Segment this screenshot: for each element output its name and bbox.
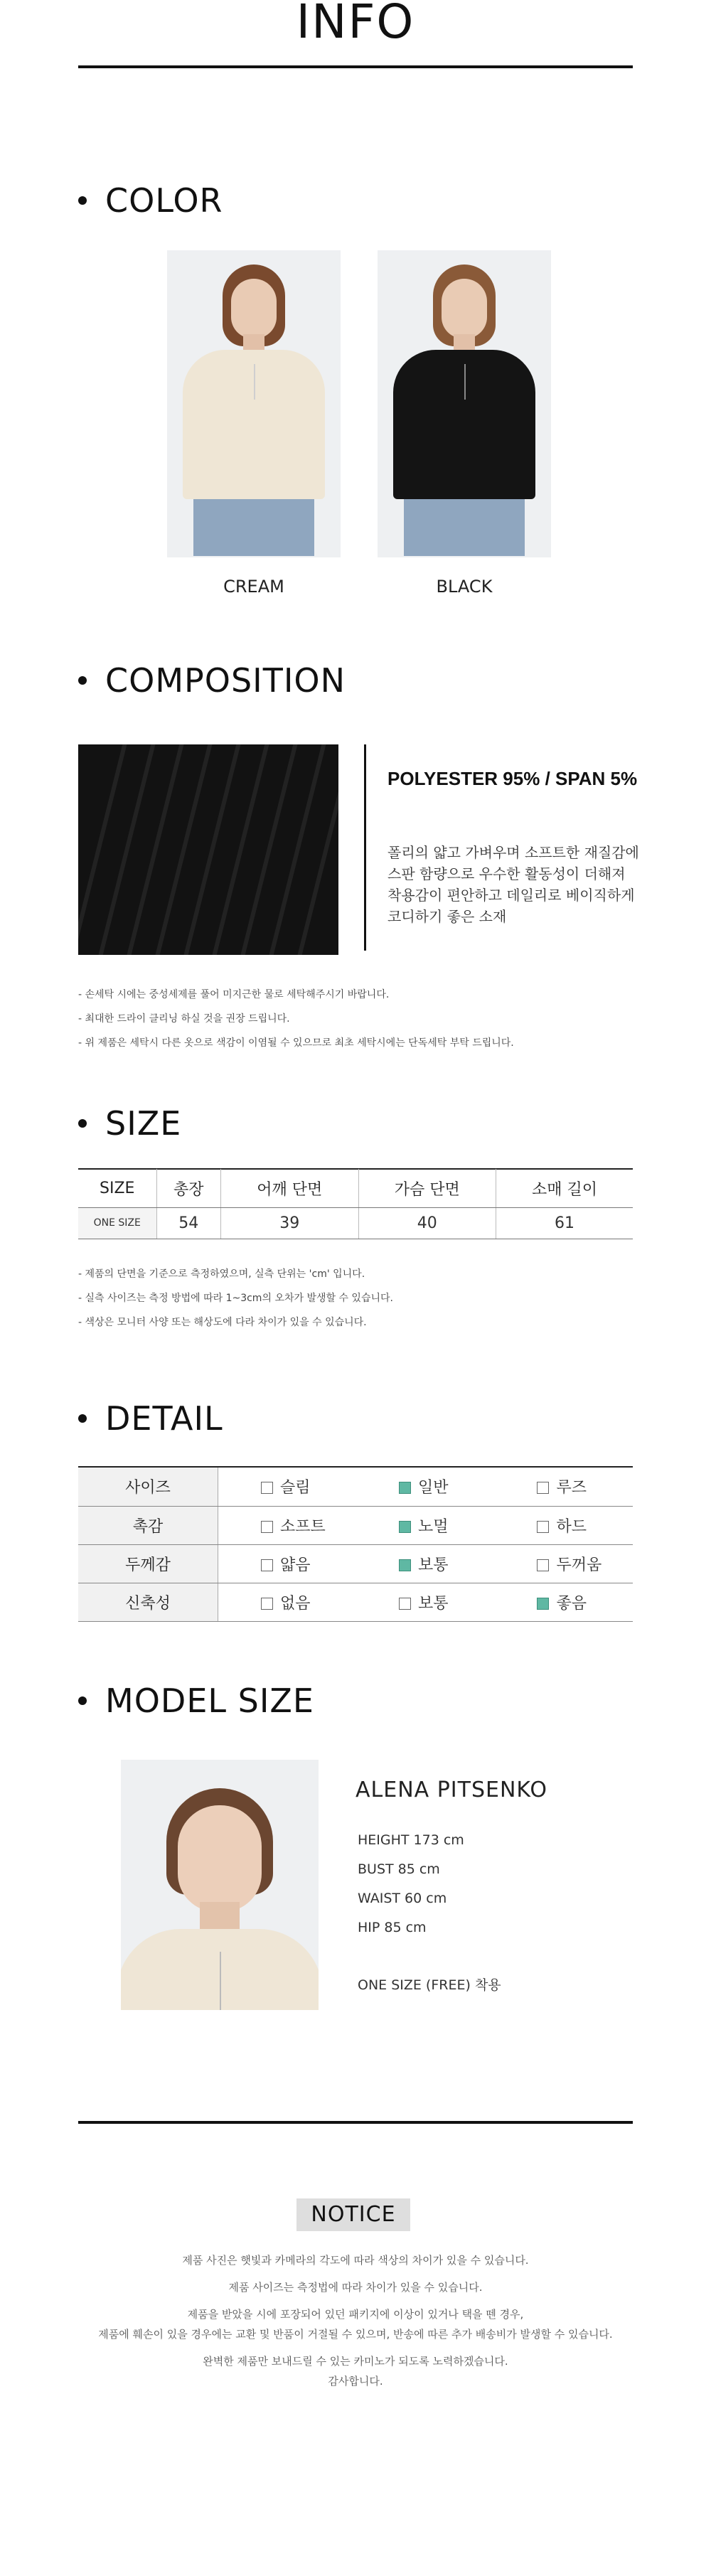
description-line: 착용감이 편안하고 데일리로 베이직하게 xyxy=(387,887,635,904)
model-face xyxy=(442,279,487,338)
color-photo-cream xyxy=(167,250,341,557)
model-name: ALENA PITSENKO xyxy=(356,1778,548,1802)
size-table-mid-border xyxy=(78,1207,633,1208)
section-title: MODEL SIZE xyxy=(105,1682,314,1720)
detail-label: 사이즈 xyxy=(78,1468,218,1506)
section-title: COLOR xyxy=(105,181,223,220)
option-label: 루즈 xyxy=(556,1479,587,1497)
bullet-icon xyxy=(78,1696,87,1705)
checkbox-icon xyxy=(537,1482,549,1494)
notice-line: 제품 사이즈는 측정법에 따라 차이가 있을 수 있습니다. xyxy=(228,2281,483,2294)
size-header-cell: SIZE xyxy=(78,1169,156,1207)
color-label-black: BLACK xyxy=(436,577,493,597)
size-cell: 54 xyxy=(156,1207,221,1239)
model-face xyxy=(178,1805,262,1912)
page-title: INFO xyxy=(296,0,415,49)
zipper xyxy=(464,364,466,400)
detail-table xyxy=(78,1468,633,1622)
notice-line: 제품을 받았을 시에 포장되어 있던 패키지에 이상이 있거나 택을 뗀 경우, xyxy=(187,2308,524,2321)
option-label: 두꺼움 xyxy=(556,1556,602,1574)
model-stat: WAIST 60 cm xyxy=(358,1891,447,1906)
detail-row-thickness xyxy=(78,1544,633,1583)
size-cell: 39 xyxy=(221,1207,359,1239)
option-label: 소프트 xyxy=(280,1517,326,1536)
detail-label: 신축성 xyxy=(78,1583,218,1621)
detail-option xyxy=(218,1468,356,1506)
option-label: 좋음 xyxy=(556,1594,587,1613)
bullet-icon xyxy=(78,196,87,205)
section-heading-detail xyxy=(78,1399,223,1438)
notice-line: 제품 사진은 햇빛과 카메라의 각도에 따라 색상의 차이가 있을 수 있습니다. xyxy=(182,2254,529,2267)
option-label: 일반 xyxy=(417,1479,449,1497)
model-stats xyxy=(358,1826,501,2000)
model-stat: BUST 85 cm xyxy=(358,1861,440,1877)
detail-option xyxy=(494,1468,633,1506)
care-note: - 최대한 드라이 클리닝 하실 것을 권장 드립니다. xyxy=(78,1013,290,1025)
model-stat: HEIGHT 173 cm xyxy=(358,1832,464,1848)
section-title: SIZE xyxy=(105,1104,182,1143)
care-note: - 위 제품은 세탁시 다른 옷으로 색감이 이염될 수 있으므로 최초 세탁시에는 단독세탁 부탁 드립니다. xyxy=(78,1037,514,1049)
option-label: 하드 xyxy=(556,1517,587,1536)
jeans xyxy=(193,499,314,556)
model-face xyxy=(231,279,277,338)
option-label: 없음 xyxy=(280,1594,311,1613)
notice-text xyxy=(0,2250,711,2391)
bullet-icon xyxy=(78,1119,87,1128)
detail-row-touch xyxy=(78,1506,633,1544)
composition-material: POLYESTER 95% / SPAN 5% xyxy=(387,768,638,789)
size-header-cell: 총장 xyxy=(156,1169,221,1207)
notice-divider xyxy=(78,2121,633,2124)
checkbox-icon xyxy=(261,1521,273,1533)
option-label: 보통 xyxy=(417,1556,449,1574)
detail-row-stretch xyxy=(78,1583,633,1621)
description-line: 폴리의 얇고 가벼우며 소프트한 재질감에 xyxy=(387,844,639,861)
checkbox-icon xyxy=(261,1482,273,1494)
description-line: 스판 함량으로 우수한 활동성이 더해져 xyxy=(387,865,626,882)
size-cell: 40 xyxy=(358,1207,496,1239)
checkbox-icon xyxy=(261,1598,273,1610)
detail-option xyxy=(356,1468,494,1506)
color-label-cream: CREAM xyxy=(223,577,284,597)
bullet-icon xyxy=(78,676,87,685)
notice-title: NOTICE xyxy=(296,2198,410,2231)
section-heading-model-size xyxy=(78,1682,314,1720)
checkbox-icon xyxy=(537,1559,549,1571)
size-notes xyxy=(78,1262,393,1335)
size-header-cell: 소매 길이 xyxy=(532,1180,598,1199)
checkbox-checked-icon xyxy=(399,1482,411,1494)
detail-option xyxy=(494,1583,633,1621)
option-label: 슬림 xyxy=(280,1479,311,1497)
detail-option xyxy=(218,1506,356,1544)
care-note: - 손세탁 시에는 중성세제를 풀어 미지근한 물로 세탁해주시기 바랍니다. xyxy=(78,989,390,1000)
color-photo-black xyxy=(378,250,551,557)
size-table-row xyxy=(78,1207,633,1239)
detail-option xyxy=(356,1583,494,1621)
size-cell: ONE SIZE xyxy=(78,1207,156,1239)
section-title: DETAIL xyxy=(105,1399,223,1438)
spacer xyxy=(358,1942,501,1971)
notice-line: 감사합니다. xyxy=(328,2375,383,2388)
checkbox-checked-icon xyxy=(399,1521,411,1533)
detail-option xyxy=(218,1583,356,1621)
model-fit: ONE SIZE (FREE) 착용 xyxy=(358,1977,501,1993)
care-notes xyxy=(78,983,514,1055)
size-note: - 제품의 단면을 기준으로 측정하였으며, 실측 단위는 'cm' 입니다. xyxy=(78,1268,365,1280)
composition-description xyxy=(387,842,639,927)
option-label: 얇음 xyxy=(280,1556,311,1574)
size-header-cell: 가슴 단면 xyxy=(358,1169,496,1207)
zipper xyxy=(254,364,255,400)
size-cell: 61 xyxy=(555,1214,574,1232)
fabric-texture-image xyxy=(78,744,338,955)
checkbox-icon xyxy=(537,1521,549,1533)
section-title: COMPOSITION xyxy=(105,661,346,700)
option-label: 보통 xyxy=(417,1594,449,1613)
title-divider xyxy=(78,65,633,68)
model-photo xyxy=(121,1760,319,2010)
section-heading-color xyxy=(78,181,223,220)
checkbox-checked-icon xyxy=(399,1559,411,1571)
option-label: 노멀 xyxy=(417,1517,449,1536)
detail-row-size xyxy=(78,1468,633,1506)
detail-option xyxy=(218,1544,356,1583)
description-line: 코디하기 좋은 소재 xyxy=(387,908,507,925)
detail-option xyxy=(494,1506,633,1544)
model-stat: HIP 85 cm xyxy=(358,1920,427,1935)
detail-label: 두께감 xyxy=(78,1544,218,1583)
notice-line: 완벽한 제품만 보내드릴 수 있는 카미노가 되도록 노력하겠습니다. xyxy=(203,2355,508,2368)
size-header-cell: 어깨 단면 xyxy=(221,1169,359,1207)
checkbox-icon xyxy=(261,1559,273,1571)
checkbox-icon xyxy=(399,1598,411,1610)
zipper xyxy=(220,1952,221,2010)
checkbox-checked-icon xyxy=(537,1598,549,1610)
section-heading-composition xyxy=(78,661,346,700)
size-table xyxy=(78,1169,633,1239)
bullet-icon xyxy=(78,1414,87,1423)
detail-label: 촉감 xyxy=(78,1506,218,1544)
composition-divider xyxy=(364,744,366,951)
detail-option xyxy=(356,1506,494,1544)
size-note: - 실측 사이즈는 측정 방법에 따라 1~3cm의 오차가 발생할 수 있습니다. xyxy=(78,1293,393,1304)
notice-line: 제품에 훼손이 있을 경우에는 교환 및 반품이 거절될 수 있으며, 반송에 따른 추가 배송비가 발생할 수 있습니다. xyxy=(98,2328,613,2341)
detail-option xyxy=(356,1544,494,1583)
section-heading-size xyxy=(78,1104,181,1143)
size-table-header-row xyxy=(78,1169,633,1207)
size-note: - 색상은 모니터 사양 또는 해상도에 다라 차이가 있을 수 있습니다. xyxy=(78,1317,367,1328)
fabric-rib xyxy=(284,744,338,955)
jeans xyxy=(404,499,525,556)
detail-option xyxy=(494,1544,633,1583)
